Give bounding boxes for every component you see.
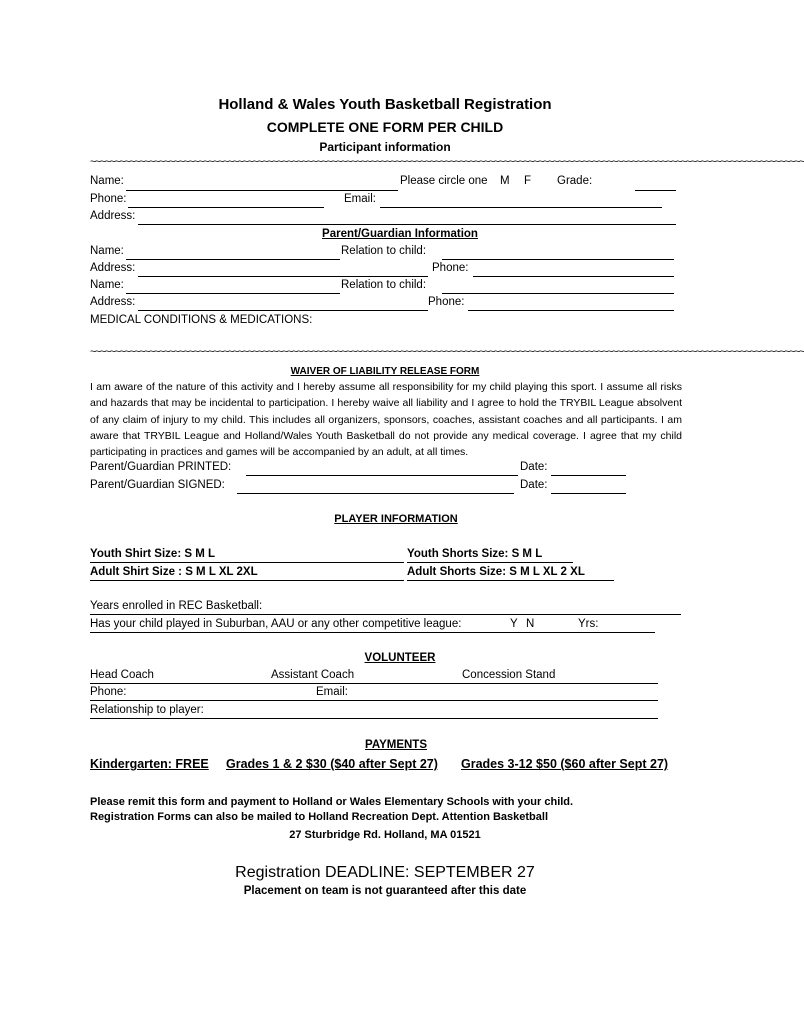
printed-date-label: Date: [520, 461, 548, 473]
guardian-signed-label: Parent/Guardian SIGNED: [90, 479, 225, 491]
payments-heading: PAYMENTS [365, 739, 427, 751]
grades-3-12-fee: Grades 3-12 $50 ($60 after Sept 27) [461, 757, 669, 771]
form-title: Holland & Wales Youth Basketball Registration [218, 96, 552, 113]
league-yrs-label: Yrs: [578, 618, 599, 630]
guardian1-name-label: Name: [90, 245, 124, 257]
divider-bottom: ~~~~~~~~~~~~~~~~~~~~~~~~~~~~~~~~~~~~~~~~~~~~~~~~~~~~~~~~~~~~~~~~~~~~~~~~~~~~~~~~~~~~~~~~~~~~~~~~~~~~~~~~~~~~~~~~~~~~~~~~~~~~~~~~~~~~~~~~~~~~~~~~~ [90, 346, 804, 358]
volunteer-phone-label: Phone: [90, 686, 127, 698]
league-no-option[interactable]: N [526, 618, 535, 630]
volunteer-heading: VOLUNTEER [364, 652, 436, 664]
placement-note: Placement on team is not guaranteed after this date [243, 885, 527, 897]
registration-deadline: Registration DEADLINE: SEPTEMBER 27 [235, 864, 535, 881]
grade-field[interactable] [635, 190, 676, 191]
guardian1-address-label: Address: [90, 262, 136, 274]
waiver-text: I am aware of the nature of this activity and I hereby assume all responsibility for my child playing this sport. I assume all risks and hazards that may be incidental to participation. I hereby waive all liability and I agree to hold the TRYBIL League absolvent of any claim of injury to my child. This includes all organizers, sponsors, coaches, assistant coaches and all participants. I am aware that TRYBIL League and Holland/Wales Youth Basketball do not provide any medical coverage. I agree that my child participating in practices and games will be accompanied by an adult, at all times. [90, 381, 682, 459]
kindergarten-fee: Kindergarten: FREE [90, 757, 209, 771]
guardian1-relation-field[interactable] [442, 259, 674, 260]
participant-address-label: Address: [90, 210, 136, 222]
guardian1-address-field[interactable] [138, 276, 428, 277]
participant-name-field[interactable] [126, 190, 398, 191]
years-enrolled-field[interactable] [90, 614, 681, 615]
guardian1-phone-field[interactable] [473, 276, 674, 277]
youth-shirt-underline [90, 562, 404, 563]
mailing-address: 27 Sturbridge Rd. Holland, MA 01521 [289, 829, 481, 841]
signed-date-label: Date: [520, 479, 548, 491]
adult-shirt-underline [90, 580, 404, 581]
guardian2-relation-field[interactable] [442, 293, 674, 294]
league-yes-option[interactable]: Y [510, 618, 518, 630]
youth-shorts-size[interactable]: Youth Shorts Size: S M L [407, 548, 543, 560]
participant-name-label: Name: [90, 175, 124, 187]
player-info-heading: PLAYER INFORMATION [334, 513, 458, 525]
volunteer-email-label: Email: [316, 686, 348, 698]
participant-address-field[interactable] [138, 224, 676, 225]
circle-one-label: Please circle one [400, 175, 488, 187]
guardian-printed-field[interactable] [246, 475, 518, 476]
guardian2-name-label: Name: [90, 279, 124, 291]
participant-phone-field[interactable] [128, 207, 324, 208]
guardian1-relation-label: Relation to child: [341, 245, 427, 257]
medical-label: MEDICAL CONDITIONS & MEDICATIONS: [90, 314, 313, 326]
guardian2-phone-field[interactable] [468, 310, 674, 311]
participant-section-title: Participant information [319, 140, 451, 154]
guardian1-phone-label: Phone: [432, 262, 469, 274]
guardian-heading: Parent/Guardian Information [322, 228, 478, 240]
form-subtitle: COMPLETE ONE FORM PER CHILD [266, 119, 504, 135]
relationship-field[interactable] [90, 718, 658, 719]
gender-m-option[interactable]: M [500, 175, 510, 187]
guardian2-address-field[interactable] [138, 310, 428, 311]
youth-shorts-underline [407, 562, 573, 563]
relationship-label: Relationship to player: [90, 704, 204, 716]
years-enrolled-label: Years enrolled in REC Basketball: [90, 600, 263, 612]
head-coach-option[interactable]: Head Coach [90, 669, 154, 681]
concession-stand-option[interactable]: Concession Stand [462, 669, 556, 681]
participant-phone-label: Phone: [90, 193, 127, 205]
guardian-printed-label: Parent/Guardian PRINTED: [90, 461, 232, 473]
guardian1-name-field[interactable] [126, 259, 340, 260]
volunteer-phone-email-field[interactable] [90, 700, 658, 701]
guardian2-phone-label: Phone: [428, 296, 465, 308]
waiver-heading: WAIVER OF LIABILITY RELEASE FORM [290, 366, 480, 377]
guardian2-name-field[interactable] [126, 293, 340, 294]
grade-label: Grade: [557, 175, 593, 187]
adult-shorts-underline [407, 580, 614, 581]
remit-line-2: Registration Forms can also be mailed to Holland Recreation Dept. Attention Basketball [90, 811, 549, 823]
participant-email-label: Email: [344, 193, 376, 205]
competitive-league-field[interactable] [90, 632, 655, 633]
signed-date-field[interactable] [551, 493, 626, 494]
youth-shirt-size[interactable]: Youth Shirt Size: S M L [90, 548, 216, 560]
gender-f-option[interactable]: F [524, 175, 532, 187]
guardian2-address-label: Address: [90, 296, 136, 308]
competitive-league-label: Has your child played in Suburban, AAU or any other competitive league: [90, 618, 462, 630]
printed-date-field[interactable] [551, 475, 626, 476]
volunteer-role-underline [90, 683, 658, 684]
adult-shirt-size[interactable]: Adult Shirt Size : S M L XL 2XL [90, 566, 258, 578]
remit-line-1: Please remit this form and payment to Holland or Wales Elementary Schools with your child. [90, 796, 574, 808]
participant-email-field[interactable] [380, 207, 662, 208]
grades-1-2-fee: Grades 1 & 2 $30 ($40 after Sept 27) [226, 757, 438, 771]
assistant-coach-option[interactable]: Assistant Coach [271, 669, 355, 681]
guardian-signed-field[interactable] [237, 493, 514, 494]
guardian2-relation-label: Relation to child: [341, 279, 427, 291]
adult-shorts-size[interactable]: Adult Shorts Size: S M L XL 2 XL [407, 566, 585, 578]
divider-top: ~~~~~~~~~~~~~~~~~~~~~~~~~~~~~~~~~~~~~~~~~~~~~~~~~~~~~~~~~~~~~~~~~~~~~~~~~~~~~~~~~~~~~~~~~~~~~~~~~~~~~~~~~~~~~~~~~~~~~~~~~~~~~~~~~~~~~~~~~~~~~~~~~ [90, 156, 804, 168]
